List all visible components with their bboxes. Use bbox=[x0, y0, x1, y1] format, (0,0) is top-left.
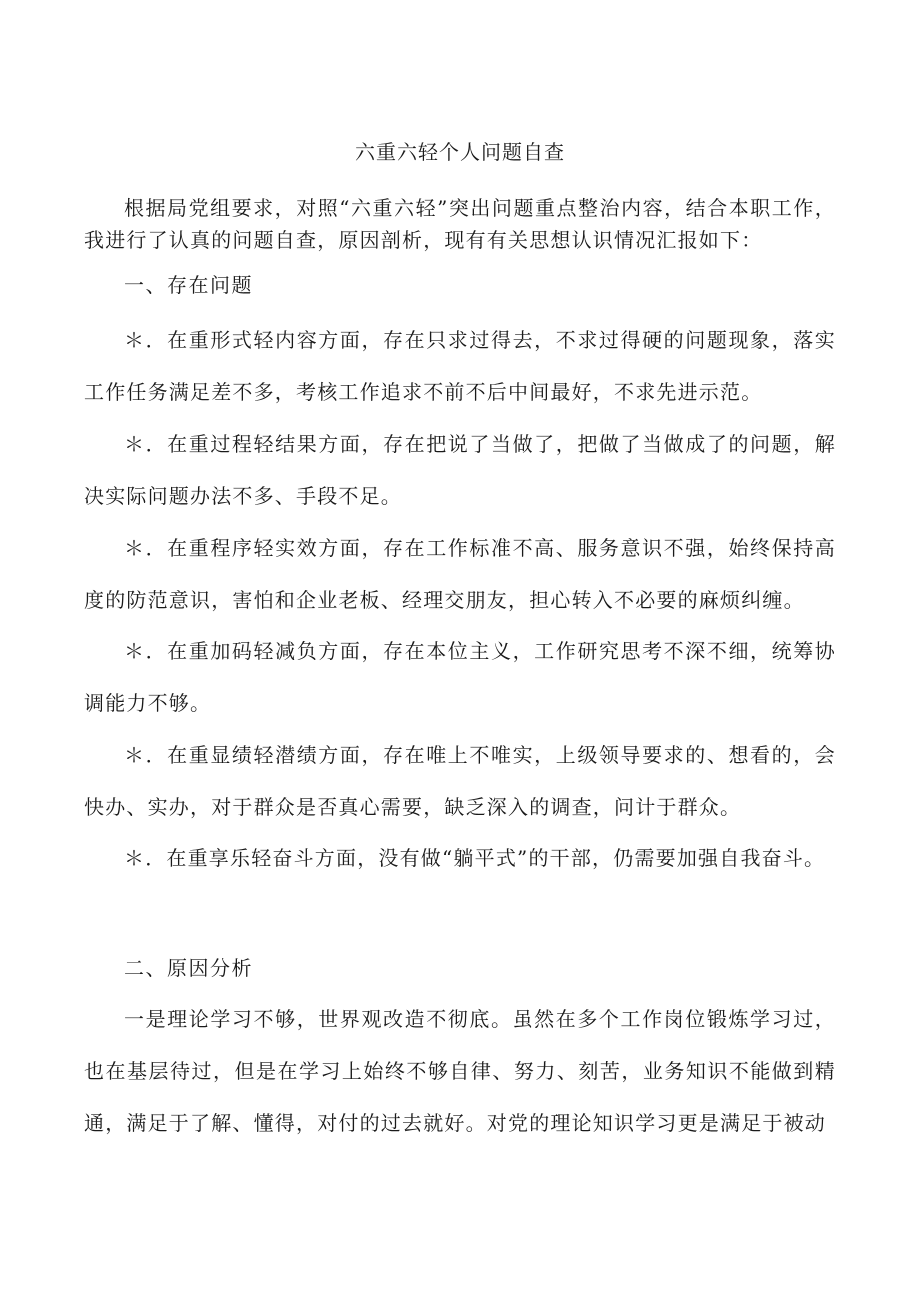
problem-item-1: ＊．在重形式轻内容方面，存在只求过得去，不求过得硬的问题现象，落实工作任务满足差不多，考核工作追求不前不后中间最好，不求先进示范。 bbox=[84, 328, 836, 404]
intro-paragraph: 根据局党组要求，对照“六重六轻”突出问题重点整治内容，结合本职工作，我进行了认真的问题自查，原因剖析，现有有关思想认识情况汇报如下： bbox=[84, 196, 836, 252]
document-title: 六重六轻个人问题自查 bbox=[355, 140, 565, 164]
problem-item-5: ＊．在重显绩轻潜绩方面，存在唯上不唯实，上级领导要求的、想看的，会快办、实办，对于群众是否真心需要，缺乏深入的调查，问计于群众。 bbox=[84, 743, 836, 819]
section-heading-problems: 一、存在问题 bbox=[124, 273, 253, 297]
problem-item-4: ＊．在重加码轻减负方面，存在本位主义，工作研究思考不深不细，统筹协调能力不够。 bbox=[84, 639, 836, 715]
problem-item-6: ＊．在重享乐轻奋斗方面，没有做“躺平式”的干部，仍需要加强自我奋斗。 bbox=[124, 846, 826, 870]
section-heading-causes: 二、原因分析 bbox=[124, 956, 253, 980]
analysis-paragraph: 一是理论学习不够，世界观改造不彻底。虽然在多个工作岗位锻炼学习过，也在基层待过，但是在学习上始终不够自律、努力、刻苦，业务知识不能做到精通，满足于了解、懂得，对付的过去就好。对党的理论知识学习更是满足于被动 bbox=[84, 1007, 836, 1135]
problem-item-3: ＊．在重程序轻实效方面，存在工作标准不高、服务意识不强，始终保持高度的防范意识，害怕和企业老板、经理交朋友，担心转入不必要的麻烦纠缠。 bbox=[84, 536, 836, 612]
problem-item-2: ＊．在重过程轻结果方面，存在把说了当做了，把做了当做成了的问题，解决实际问题办法不多、手段不足。 bbox=[84, 432, 836, 508]
